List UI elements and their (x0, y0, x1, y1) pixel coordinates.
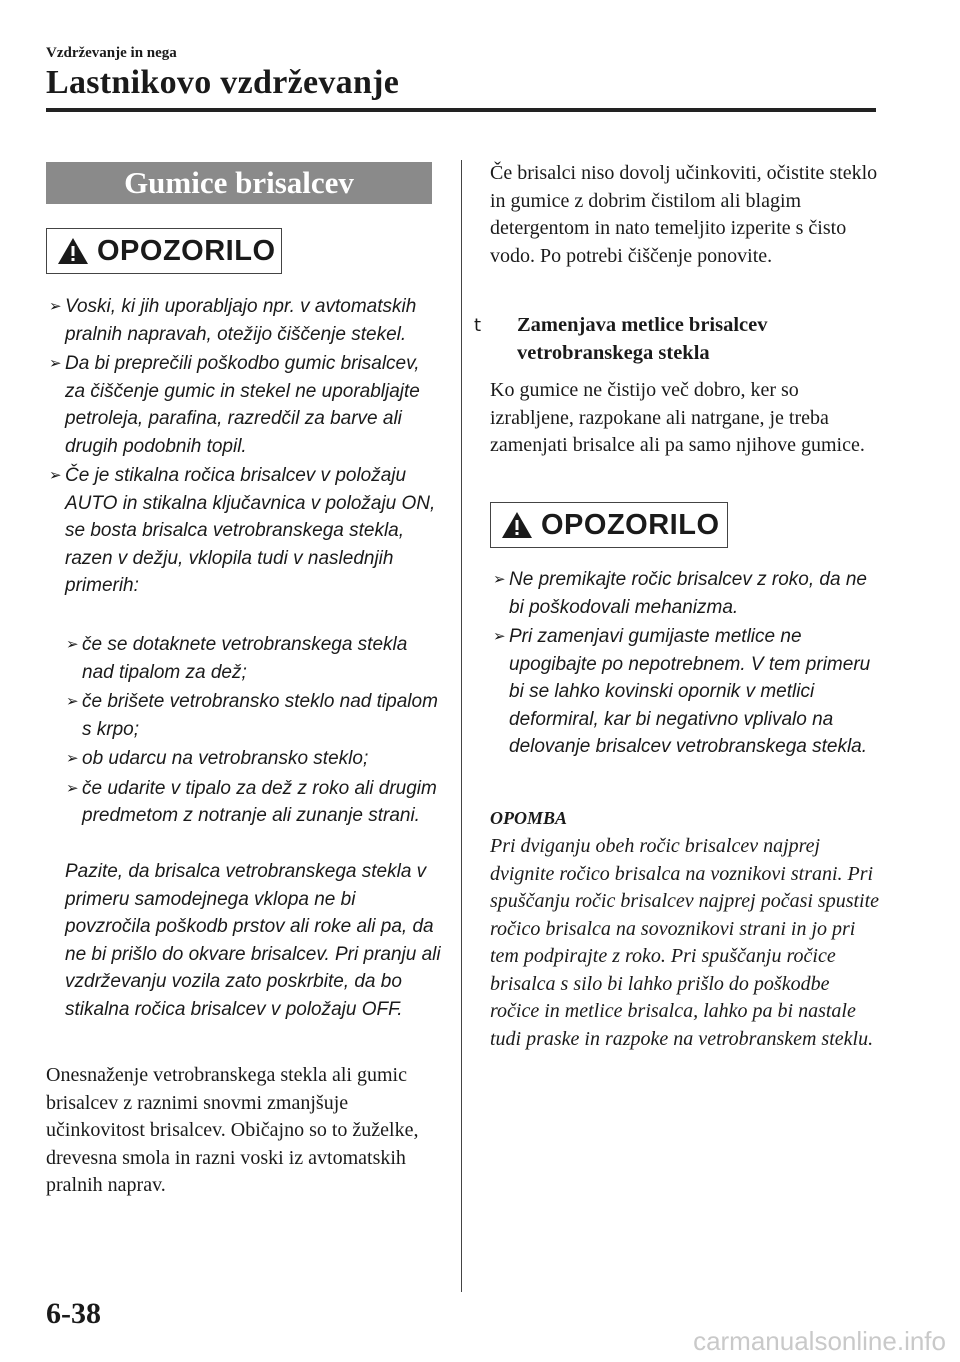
section-label: Vzdrževanje in nega (46, 45, 177, 61)
warning-sublist (66, 631, 441, 832)
body-paragraph-left: Onesnaženje vetrobranskega stekla ali gumic brisalcev z raznimi snovmi zmanjšuje učinkovitost brisalcev. Običajno so to žuželke, drevesna smola in razni voski iz avtomatskih pralnih naprav. (46, 1064, 419, 1196)
list-item: ➢ ob udarcu na vetrobransko steklo; (66, 745, 441, 773)
warning-triangle-icon (501, 510, 533, 540)
list-item: ➢ Da bi preprečili poškodbo gumic brisalcev, za čiščenje gumic in stekel ne uporabljajte petroleja, parafina, razredčil za barve ali drugih podobnih topil. (49, 350, 441, 460)
list-item: ➢ Če je stikalna ročica brisalcev v položaju AUTO in stikalna ključavnica v položaju ON, se bosta brisalca vetrobranskega stekla, razen v dežju, vklopila tudi v naslednjih primerih: (49, 462, 441, 600)
warning-box-left (46, 228, 282, 274)
section-banner: Gumice brisalcev (46, 162, 432, 204)
note-text: Pri dviganju obeh ročic brisalcev najprej dvignite ročico brisalca na voznikovi strani. Pri spuščanju ročic brisalcev najprej počasi spustite ročico brisalca na sovoznikovi strani in jo pri tem podpirajte z roko. Pri spuščanju ročice brisalca s silo bi lahko prišlo do poškodbe ročice in metlice brisalca, lahko pa bi nastale tudi praske in razpoke na vetrobranskem steklu. (490, 835, 880, 1050)
warning-box-right (490, 502, 728, 548)
caution-paragraph: Pazite, da brisalca vetrobranskega stekla v primeru samodejnega vklopa ne bi povzročila poškodb prstov ali roke ali pa, da ne bi prišlo do okvare brisalcev. Pri pranju ali vzdrževanju vozila zato poskrbite, da bo stikalna ročica brisalcev v položaju OFF. (65, 861, 441, 1020)
list-item: ➢ Ne premikajte ročic brisalcev z roko, da ne bi poškodovali mehanizma. (493, 566, 873, 621)
warning-label: OPOZORILO (541, 509, 720, 541)
warning-list-left (49, 293, 441, 602)
subsection-marker: t (474, 315, 482, 336)
page-number: 6-38 (46, 1297, 101, 1330)
column-divider (461, 160, 462, 1292)
note-label: OPOMBA (490, 808, 568, 828)
header-divider (46, 108, 876, 112)
intro-paragraph: Če brisalci niso dovolj učinkoviti, očistite steklo in gumice z dobrim čistilom ali blagim detergentom in nato temeljito izperite s čisto vodo. Po potrebi čiščenje ponovite. (490, 162, 878, 267)
list-item: ➢ Voski, ki jih uporabljajo npr. v avtomatskih pralnih napravah, otežijo čiščenje stekel. (49, 293, 441, 348)
subsection-heading: Zamenjava metlice brisalcev vetrobranskega stekla (517, 314, 768, 364)
warning-label: OPOZORILO (97, 235, 276, 267)
warning-triangle-icon (57, 236, 89, 266)
list-item: ➢ če udarite v tipalo za dež z roko ali drugim predmetom z notranje ali zunanje strani. (66, 775, 441, 830)
list-item: ➢ Pri zamenjavi gumijaste metlice ne upogibajte po nepotrebnem. V tem primeru bi se lahko kovinski opornik v metlici deformiral, kar bi negativno vplivalo na delovanje brisalcev vetrobranskega stekla. (493, 623, 873, 761)
watermark: carmanualsonline.info (693, 1326, 946, 1356)
warning-list-right (493, 566, 873, 763)
list-item: ➢ če brišete vetrobransko steklo nad tipalom s krpo; (66, 688, 441, 743)
page-title: Lastnikovo vzdrževanje (46, 64, 400, 101)
list-item: ➢ če se dotaknete vetrobranskega stekla nad tipalom za dež; (66, 631, 441, 686)
subsection-paragraph: Ko gumice ne čistijo več dobro, ker so izrabljene, razpokane ali natrgane, je treba zamenjati brisalce ali pa samo njihove gumice. (490, 379, 865, 456)
